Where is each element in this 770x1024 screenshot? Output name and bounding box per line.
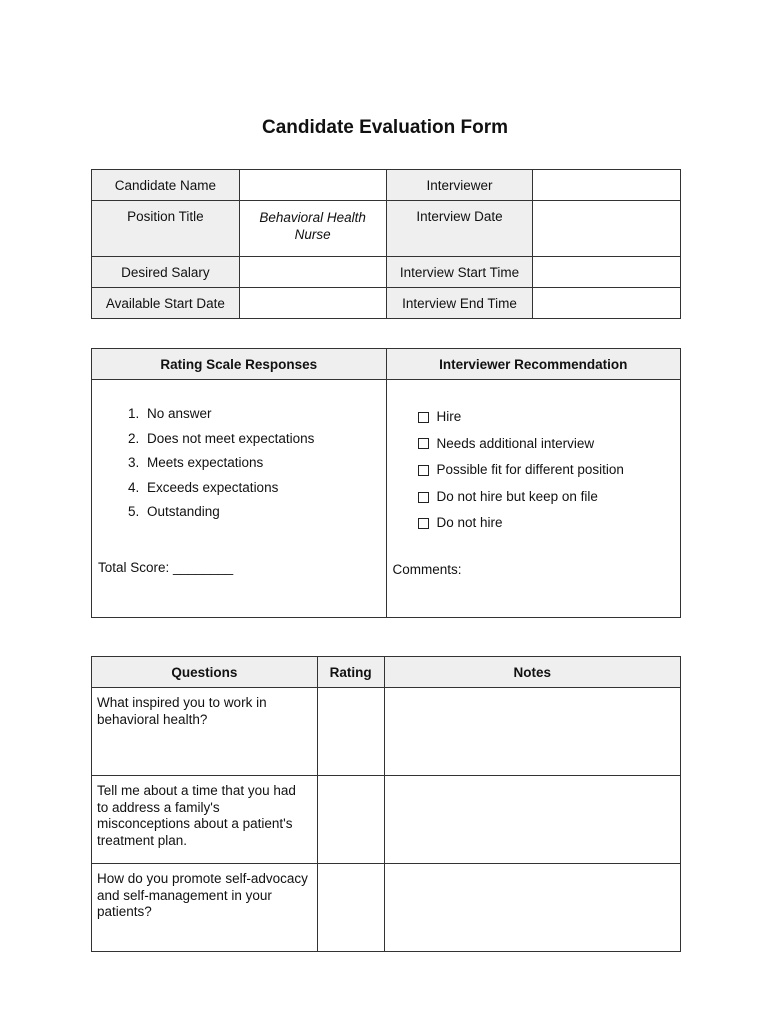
page-title: Candidate Evaluation Form (262, 117, 508, 138)
scale-item: 3. Meets expectations (143, 451, 386, 476)
table-row (92, 380, 681, 618)
table-row (92, 201, 681, 257)
total-score-field[interactable]: Total Score: ________ (98, 560, 234, 575)
scale-item: 4. Exceeds expectations (143, 476, 386, 501)
rating-field[interactable] (317, 688, 384, 776)
questions-header: Questions (92, 657, 318, 688)
desired-salary-field[interactable] (239, 257, 386, 288)
interview-start-time-field[interactable] (533, 257, 681, 288)
recommendation-option[interactable] (418, 431, 680, 458)
rating-scale-header: Rating Scale Responses (92, 349, 387, 380)
candidate-name-label: Candidate Name (92, 170, 240, 201)
recommendation-cell (386, 380, 680, 618)
recommendation-option[interactable] (418, 404, 680, 431)
position-title-label: Position Title (92, 201, 240, 257)
interviewer-field[interactable] (533, 170, 681, 201)
notes-field[interactable] (384, 864, 680, 952)
table-header-row (92, 349, 681, 380)
position-title-field[interactable]: Behavioral Health Nurse (239, 201, 386, 257)
recommendation-option[interactable] (418, 457, 680, 484)
notes-field[interactable] (384, 688, 680, 776)
recommendation-option[interactable] (418, 510, 680, 537)
table-row (92, 776, 681, 864)
question-text: What inspired you to work in behavioral health? (92, 688, 318, 776)
rating-scale-cell (92, 380, 387, 618)
option-label: Hire (436, 409, 462, 424)
checkbox-icon[interactable] (418, 438, 429, 449)
interview-end-time-field[interactable] (533, 288, 681, 319)
notes-header: Notes (384, 657, 680, 688)
table-row (92, 257, 681, 288)
scale-item: 2. Does not meet expectations (143, 427, 386, 452)
available-start-date-label: Available Start Date (92, 288, 240, 319)
interview-date-label: Interview Date (386, 201, 533, 257)
recommendation-header: Interviewer Recommendation (386, 349, 680, 380)
question-text: Tell me about a time that you had to address a family's misconceptions about a patient's treatment plan. (92, 776, 318, 864)
option-label: Needs additional interview (436, 435, 595, 451)
available-start-date-field[interactable] (239, 288, 386, 319)
rating-field[interactable] (317, 864, 384, 952)
interview-end-time-label: Interview End Time (386, 288, 533, 319)
table-row (92, 864, 681, 952)
recommendation-options (387, 404, 680, 537)
table-row (92, 170, 681, 201)
questions-table (91, 656, 681, 952)
table-row (92, 288, 681, 319)
interview-date-field[interactable] (533, 201, 681, 257)
checkbox-icon[interactable] (418, 412, 429, 423)
notes-field[interactable] (384, 776, 680, 864)
scale-item: 1. No answer (143, 402, 386, 427)
table-header-row (92, 657, 681, 688)
rating-field[interactable] (317, 776, 384, 864)
checkbox-icon[interactable] (418, 465, 429, 476)
recommendation-option[interactable] (418, 484, 680, 511)
table-row (92, 688, 681, 776)
question-text: How do you promote self-advocacy and self-management in your patients? (92, 864, 318, 952)
interview-start-time-label: Interview Start Time (386, 257, 533, 288)
rating-header: Rating (317, 657, 384, 688)
candidate-info-table (91, 169, 681, 319)
desired-salary-label: Desired Salary (92, 257, 240, 288)
candidate-name-field[interactable] (239, 170, 386, 201)
option-label: Possible fit for different position (436, 462, 624, 478)
checkbox-icon[interactable] (418, 492, 429, 503)
option-label: Do not hire but keep on file (436, 488, 598, 504)
scale-item: 5. Outstanding (143, 500, 386, 525)
interviewer-label: Interviewer (386, 170, 533, 201)
checkbox-icon[interactable] (418, 518, 429, 529)
comments-label[interactable]: Comments: (392, 562, 462, 577)
rating-recommendation-table (91, 348, 681, 618)
option-label: Do not hire (436, 515, 503, 531)
rating-scale-list (92, 402, 386, 525)
